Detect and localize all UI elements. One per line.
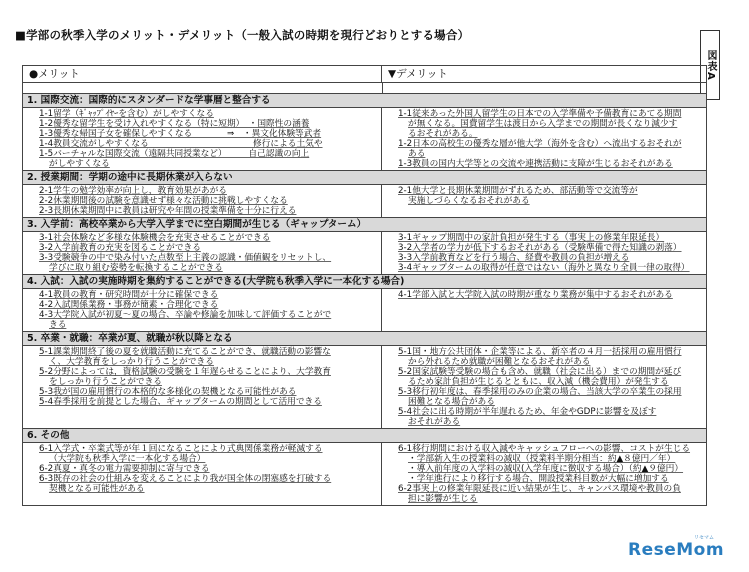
merit-item: をしっかり行うことができる	[49, 377, 162, 387]
demerit-item: 2-1他大学と長期休業期間がずれるため、部活動等で交流等が	[398, 186, 638, 196]
demerit-cell	[382, 289, 706, 331]
demerit-item: 担に影響が生じる	[408, 494, 478, 504]
merit-item: 3-2入学前教育の充実を図ることができる	[39, 243, 201, 253]
demerit-item: ・学部新入生の授業料の減収（授業料半期分相当：約▲８億円／年）	[408, 454, 676, 464]
merit-item: 学びに取り組む姿勢を転換することができる	[49, 263, 223, 273]
demerit-cell	[382, 185, 706, 217]
demerit-item: 4-1学部入試と大学院入試の時期が重なり業務が集中するおそれがある	[398, 290, 673, 300]
merit-item: 1-3優秀な帰国子女を確保しやすくなる ⇒ ・異文化体験等武者	[39, 129, 322, 139]
merit-item: 3-1社会体験など多様な体験機会を充実させることができる	[39, 233, 271, 243]
merit-item: 6-3既存の社会の仕組みを変えることにより我が国全体の閉塞感を打破する	[39, 474, 332, 484]
section-body	[23, 185, 706, 218]
merit-item: く、大学教育をしっかり行うことができる	[49, 357, 214, 367]
merit-item: 6-2真夏・真冬の電力需要抑制に寄与できる	[39, 464, 210, 474]
demerit-item: 実施しづらくなるおそれがある	[408, 196, 530, 206]
page-title: ■学部の秋季入学のメリット・デメリット（一般入試の時期を現行どおりとする場合）	[15, 28, 470, 42]
merit-item: きる	[49, 320, 67, 330]
section-body	[23, 232, 706, 275]
merit-cell	[23, 108, 382, 170]
demerit-item: 6-2事実上の修業年限延長に近い結果が生じ、キャンパス環境や教員の負	[398, 484, 681, 494]
merit-item: 5-2分野によっては，資格試験の受験を１年遅らせることにより、大学教育	[39, 367, 331, 377]
demerit-item: 3-4ギャップタームの取得が任意ではない（海外と異なり全員一律の取得）	[398, 263, 690, 273]
section-title: 2. 授業期間：学期の途中に長期休業が入らない	[23, 171, 706, 185]
demerit-item: 3-3入学前教育などを行う場合、経費や教員の負担が増える	[398, 253, 630, 263]
merit-item: 3-3受験競争の中で染み付いた点数至上主義の認識・価値観をリセットし、	[39, 253, 332, 263]
logo-subtext: リセマム	[694, 535, 714, 541]
demerit-item: るため家計負担が生じるとともに、収入減（機会費用）が発生する	[408, 377, 669, 387]
section-title: 3. 入学前：高校卒業から大学入学までに空白期間が生じる（ギャップターム）	[23, 218, 706, 232]
merit-item: 5-1課業期間終了後の夏を就職活動に充てることができ、就職活動の影響な	[39, 347, 331, 357]
merit-cell	[23, 232, 382, 274]
demerit-item: 1-3教員の国内大学等との交流や連携活動に支障が生じるおそれがある	[398, 159, 673, 169]
resemom-logo: ReseMom	[628, 540, 725, 560]
merit-item: 4-3大学院入試が初夏～夏の場合、卒論や修論を加味して評価することがで	[39, 310, 332, 320]
merit-cell	[23, 443, 382, 505]
merit-cell	[23, 289, 382, 331]
merit-column-header: ●メリット	[23, 66, 382, 82]
section-body	[23, 346, 706, 429]
demerit-item: おそれがある	[408, 417, 461, 427]
demerit-item: 1-2日本の高校生の優秀な層が他大学（海外を含む）へ流出するおそれが	[398, 139, 682, 149]
merit-item: 2-2休業期間後の試験を意識せず様々な活動に挑戦しやすくなる	[39, 196, 288, 206]
section-title: 5. 卒業・就職：卒業が夏、就職が秋以降となる	[23, 332, 706, 346]
merit-cell	[23, 346, 382, 428]
merit-item: 1-2優秀な留学生を受け入れやすくなる（特に短期） ・国際性の涵養	[39, 119, 310, 129]
demerit-item: ・導入前年度の入学料の減収(入学年度に徴収する場合）（約▲９億円）	[408, 464, 684, 474]
demerit-item: 1-1従来あった外国人留学生の日本での入学準備や予備教育にあてる期間	[398, 109, 682, 119]
merit-item: 2-1学生の勉学効率が向上し，教育効果があがる	[39, 186, 227, 196]
merit-item: （大学院も秋季入学に一本化する場合）	[49, 454, 206, 464]
demerit-item: 5-4社会に出る時期が半年遅れるため、年金やGDPに影響を及ぼす	[398, 407, 657, 417]
demerit-cell	[382, 346, 706, 428]
demerit-item: ある	[408, 149, 426, 159]
merit-cell	[23, 185, 382, 217]
merit-item: 5-3我が国の雇用慣行の本格的な多様化の契機となる可能性がある	[39, 387, 297, 397]
sections-container	[23, 94, 706, 505]
section-title: 6. その他	[23, 429, 706, 443]
merit-item: 1-5バーチャルな国際交流（遠隔共同授業など） 自己認識の向上	[39, 149, 310, 159]
demerit-item: ・学年進行により移行する場合、開設授業科目数が大幅に増加する	[408, 474, 669, 484]
demerit-item: 5-1国・地方公共団体・企業等による、新卒者の４月一括採用の雇用慣行	[398, 347, 682, 357]
merit-item: 1-4教員交流がしやすくなる 修行による土気や	[39, 139, 323, 149]
header-spacer-row	[23, 83, 706, 94]
table-header	[23, 66, 706, 83]
demerit-cell	[382, 232, 706, 274]
merit-demerit-table	[22, 65, 707, 506]
demerit-item: から外れるため就職が困難となるおそれがある	[408, 357, 591, 367]
demerit-item: 3-2入学者の学力が低下するおそれがある（受験準備で得た知識の剥落）	[398, 243, 682, 253]
demerit-cell	[382, 108, 706, 170]
merit-item: がしやすくなる	[49, 159, 110, 169]
demerit-column-header: ▼デメリット	[388, 68, 448, 80]
demerit-item: るおそれがある。	[408, 129, 478, 139]
demerit-item: 困難となる場合がある	[408, 397, 495, 407]
demerit-item: 5-2国家試験等受験の場合も含め、就職（社会に出る）までの期間が延び	[398, 367, 682, 377]
merit-item: 5-4春季採用を前提とした場合、ギャップタームの期間として活用できる	[39, 397, 322, 407]
section-title: 1. 国際交流：国際的にスタンダードな学事暦と整合する	[23, 94, 706, 108]
figure-tab-label: 図表A	[700, 30, 720, 100]
merit-item: 1-1留学（ｷﾞｬｯﾌﾟｲﾔｰを含む）がしやすくなる	[39, 109, 214, 119]
merit-item: 契機となる可能性がある	[49, 484, 145, 494]
section-body	[23, 289, 706, 332]
demerit-item: 5-3移行初年度は、春季採用のみの企業の場合、当該大学の卒業生の採用	[398, 387, 682, 397]
merit-item: 4-2入試関係業務・事務が簡素・合理化できる	[39, 300, 219, 310]
demerit-cell	[382, 443, 706, 505]
merit-item: 4-1教員の教育・研究時間が十分に確保できる	[39, 290, 219, 300]
merit-item: 6-1入学式・卒業式等が年１回になることにより式典関係業務が軽減する	[39, 444, 323, 454]
demerit-item: 6-1移行期間における収入減やキャッシュフローへの影響、コストが生じる	[398, 444, 691, 454]
section-body	[23, 108, 706, 171]
merit-item: 2-3長期休業期間中に教員は研究や年間の授業準備を十分に行える	[39, 206, 297, 216]
demerit-item: が無くなる。国費留学生は渡日から入学までの期間が長くなり減少す	[408, 119, 678, 129]
section-body	[23, 443, 706, 505]
demerit-item: 3-1ギャップ期間中の家計負担が発生する（事実上の修業年限延長）	[398, 233, 665, 243]
section-title: 4. 入試：入試の実施時期を集約することができる(大学院も秋季入学に一本化する場合)	[23, 275, 706, 289]
